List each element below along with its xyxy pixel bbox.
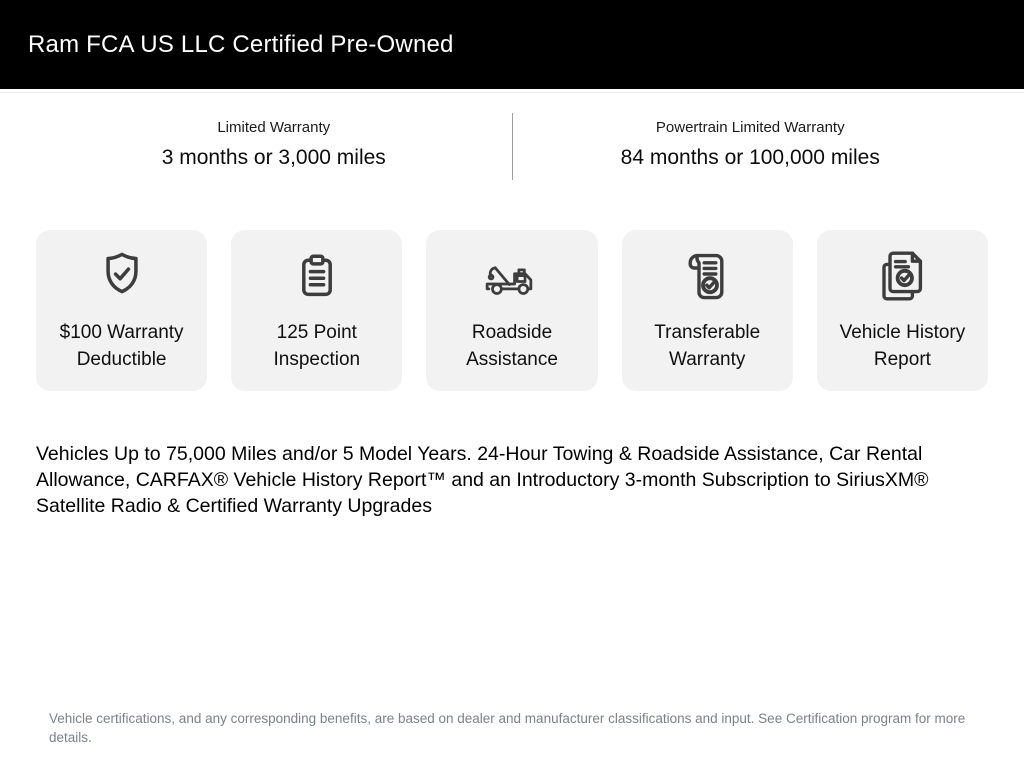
benefit-card-roadside xyxy=(426,230,597,391)
tow-truck-icon xyxy=(426,245,597,307)
benefits-description: Vehicles Up to 75,000 Miles and/or 5 Model Years. 24-Hour Towing & Roadside Assistance, Car Rental Allowance, CARFAX® Vehicle History Report™ and an Introductory 3-month Subscription to SiriusXM® Satellite Radio & Certified Warranty Upgrades xyxy=(36,443,929,517)
benefit-label: 125 Point Inspection xyxy=(273,322,361,370)
benefit-label: Vehicle History Report xyxy=(839,322,966,370)
powertrain-warranty-block xyxy=(513,113,989,180)
receipt-check-icon xyxy=(622,245,793,307)
clipboard-icon xyxy=(231,245,402,307)
page-title: Ram FCA US LLC Certified Pre-Owned xyxy=(28,30,454,58)
benefit-card-history-report xyxy=(817,230,988,391)
benefit-card-transferable xyxy=(622,230,793,391)
benefit-card-inspection xyxy=(231,230,402,391)
limited-warranty-block xyxy=(36,113,512,180)
benefit-label: $100 Warranty Deductible xyxy=(59,322,184,370)
limited-warranty-label: Limited Warranty xyxy=(217,119,331,136)
shield-check-icon xyxy=(36,245,207,307)
benefit-cards xyxy=(36,230,988,391)
disclaimer-text: Vehicle certifications, and any corresponding benefits, are based on dealer and manufacturer classifications and input. See Certification program for more details. xyxy=(49,711,966,745)
benefit-label: Transferable Warranty xyxy=(654,322,761,370)
benefit-card-warranty-deductible xyxy=(36,230,207,391)
header-divider xyxy=(0,92,1024,93)
powertrain-warranty-label: Powertrain Limited Warranty xyxy=(655,119,845,136)
header xyxy=(0,0,1024,89)
benefit-label: Roadside Assistance xyxy=(466,322,558,370)
powertrain-warranty-value: 84 months or 100,000 miles xyxy=(620,146,880,169)
warranty-summary xyxy=(36,113,988,180)
documents-check-icon xyxy=(817,245,988,307)
limited-warranty-value: 3 months or 3,000 miles xyxy=(161,146,386,169)
